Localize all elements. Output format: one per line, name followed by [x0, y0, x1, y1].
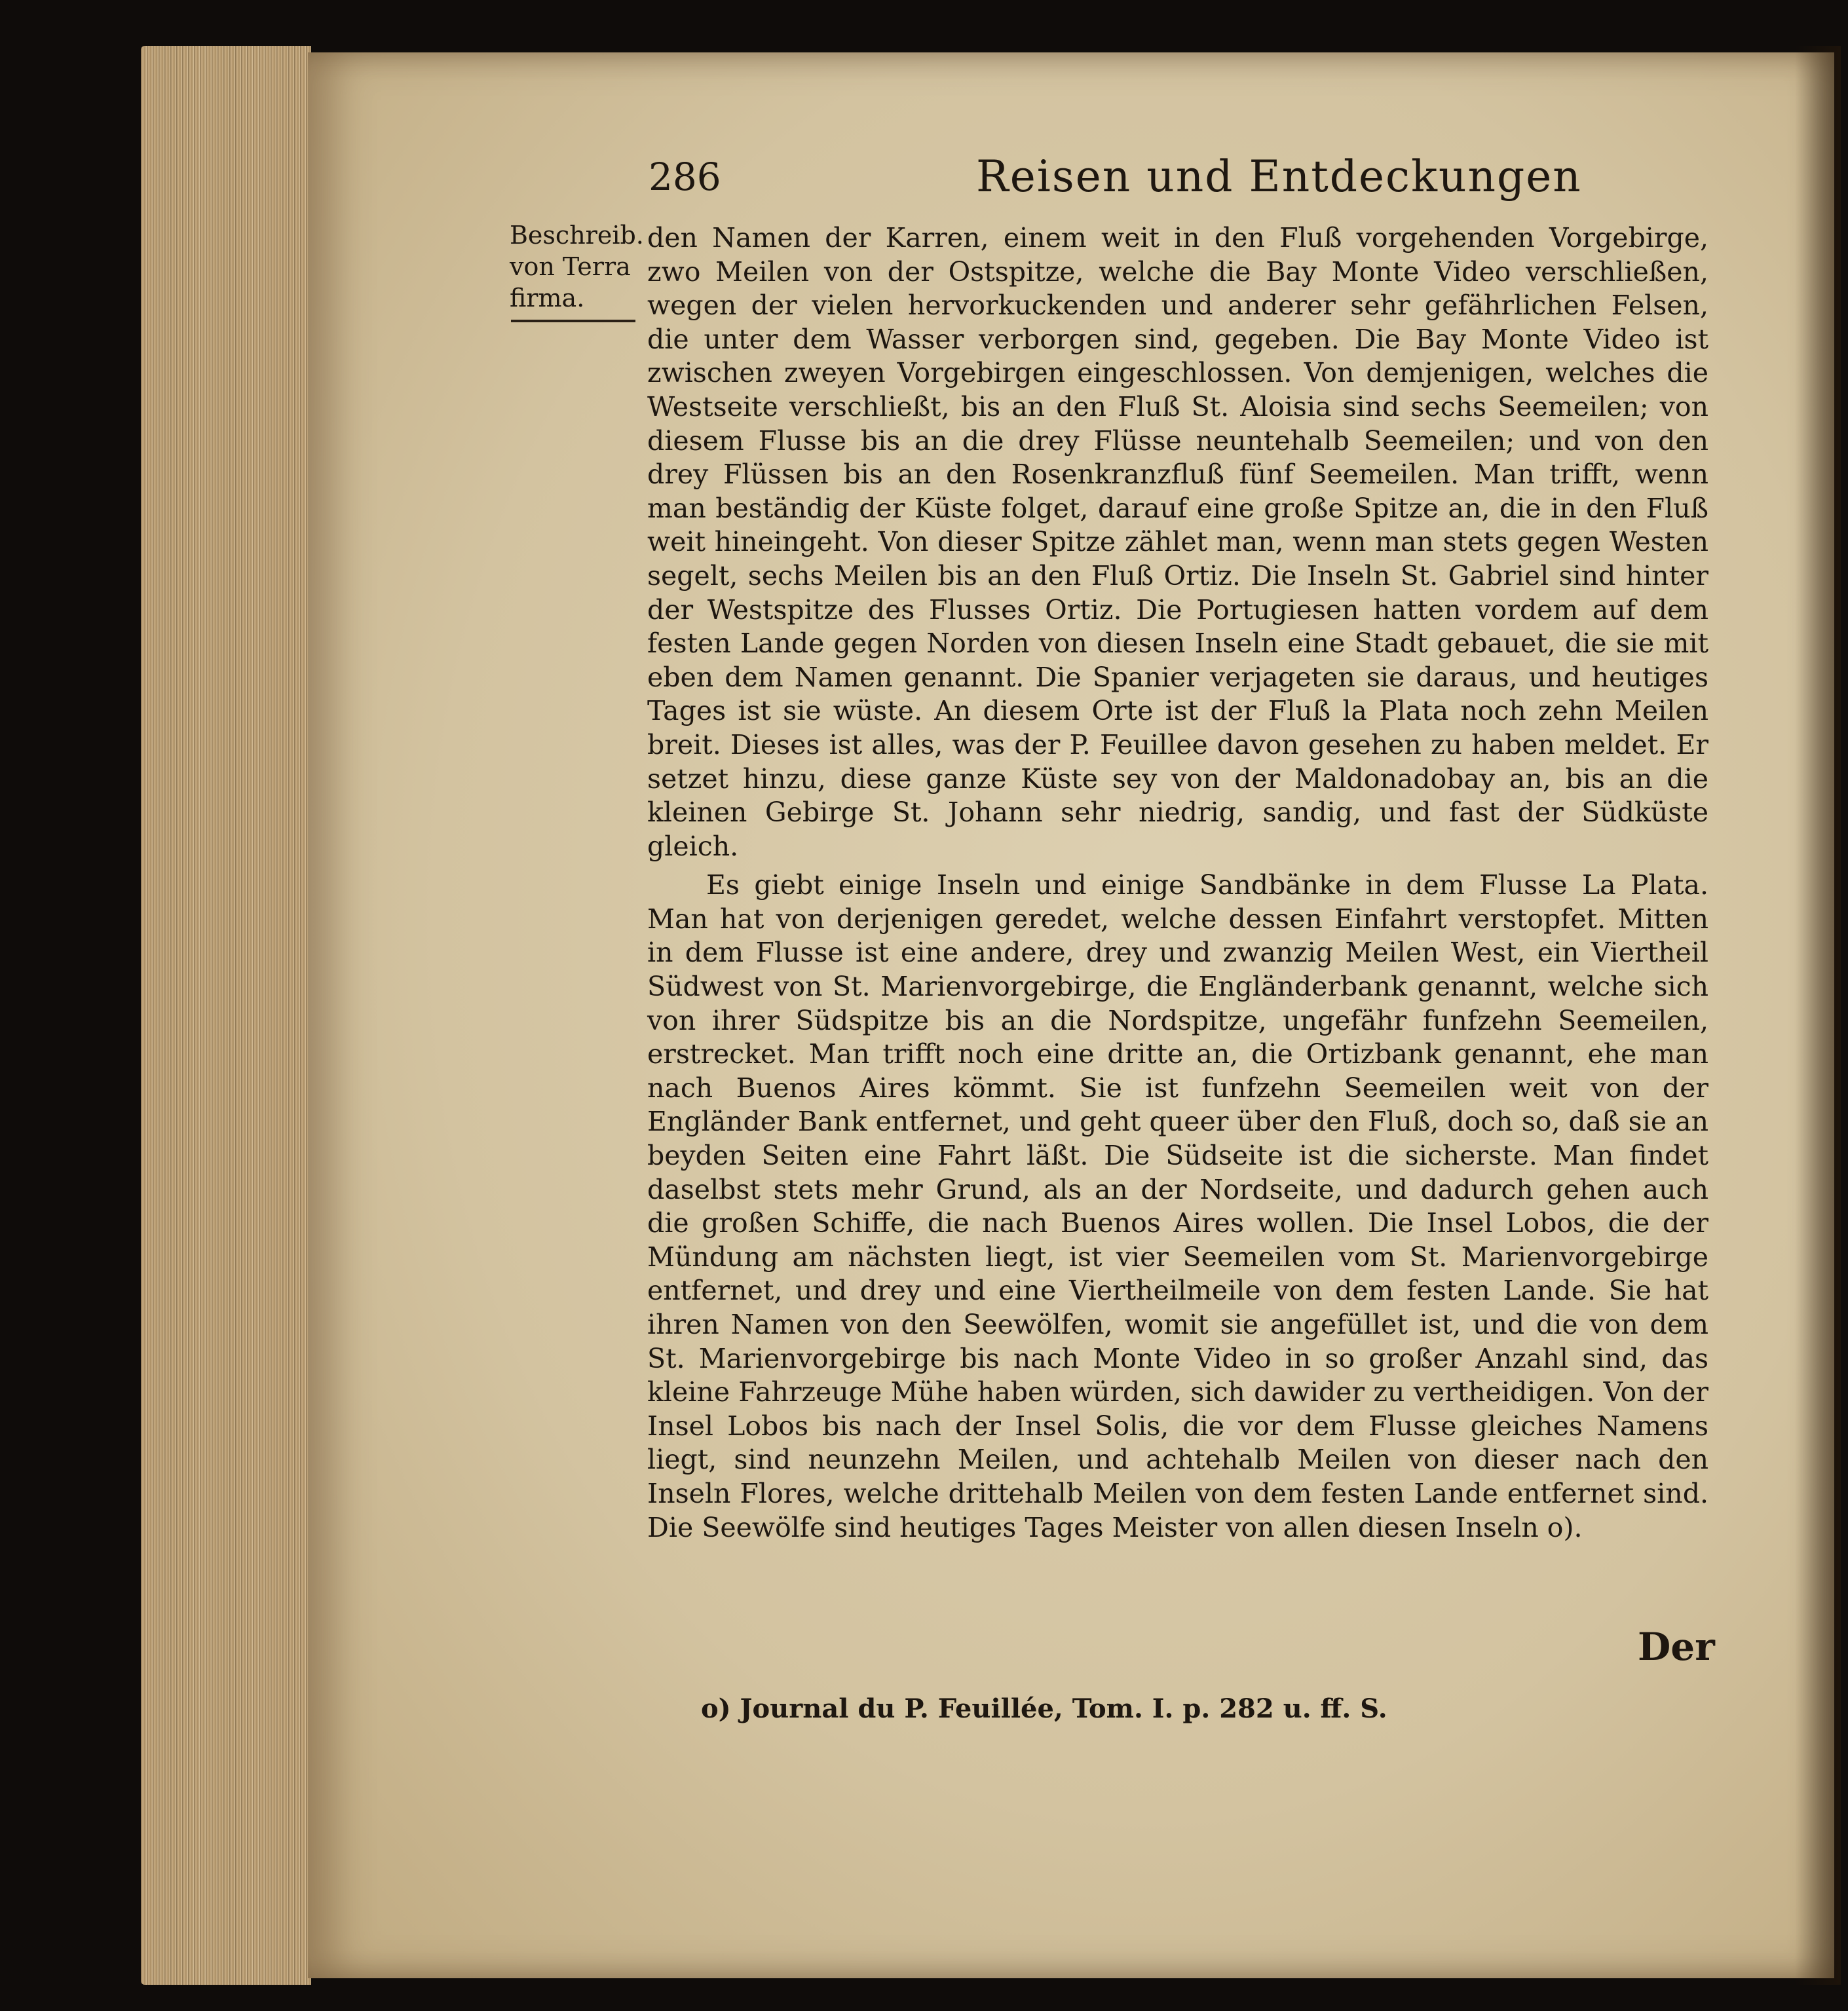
paragraph-1: den Namen der Karren, einem weit in den Fluß vorgehenden Vorgebirge, zwo Meilen von der Ostspitze, welche die Bay Monte Video verschließen, wegen der vielen hervorkuckenden und anderer sehr gefährlichen Felsen, die unter dem Wasser verborgen sind, gegeben. Die Bay Monte Video ist zwischen zweyen Vorgebirgen eingeschlossen. Von demjenigen, welches die Westseite verschließt, bis an den Fluß St. Aloisia sind sechs Seemeilen; von diesem Flusse bis an die drey Flüsse neuntehalb Seemeilen; und von den drey Flüssen bis an den Rosenkranzfluß fünf Seemeilen. Man trifft, wenn man beständig der Küste folget, darauf eine große Spitze an, die in den Fluß weit hineingeht. Von dieser Spitze zählet man, wenn man stets gegen Westen segelt, sechs Meilen bis an den Fluß Ortiz. Die Inseln St. Gabriel sind hinter der Westspitze des Flusses Ortiz. Die Portugiesen hatten vordem auf dem festen Lande gegen Norden von diesen Inseln eine Stadt gebauet, die sie mit eben dem Namen genannt. Die Spanier verjageten sie daraus, und heutiges Tages ist sie wüste. An diesem Orte ist der Fluß la Plata noch zehn Meilen breit. Dieses ist alles, was der P. Feuillee davon gesehen zu haben meldet. Er setzet hinzu, diese ganze Küste sey von der Maldonadobay an, bis an die kleinen Gebirge St. Johann sehr niedrig, sandig, und fast der Südküste gleich.: [647, 222, 1708, 862]
page-header: [649, 147, 1710, 206]
page-number: 286: [649, 155, 721, 199]
paragraph-2: Es giebt einige Inseln und einige Sandbänke in dem Flusse La Plata. Man hat von derjenigen geredet, welche dessen Einfahrt verstopfet. Mitten in dem Flusse ist eine andere, drey und zwanzig Meilen West, ein Viertheil Südwest von St. Marienvorgebirge, die Engländerbank genannt, welche sich von ihrer Südspitze bis an die Nordspitze, ungefähr funfzehn Seemeilen, erstrecket. Man trifft noch eine dritte an, die Ortizbank genannt, ehe man nach Buenos Aires kömmt. Sie ist funfzehn Seemeilen weit von der Engländer Bank entfernet, und geht queer über den Fluß, doch so, daß sie an beyden Seiten eine Fahrt läßt. Die Südseite ist die sicherste. Man findet daselbst stets mehr Grund, als an der Nordseite, und dadurch gehen auch die großen Schiffe, die nach Buenos Aires wollen. Die Insel Lobos, die der Mündung am nächsten liegt, ist vier Seemeilen vom St. Marienvorgebirge entfernet, und drey und eine Viertheilmeile von dem festen Lande. Sie hat ihren Namen von den Seewölfen, womit sie angefüllet ist, und die von dem St. Marienvorgebirge bis nach Monte Video in so großer Anzahl sind, das kleine Fahrzeuge Mühe haben würden, sich dawider zu vertheidigen. Von der Insel Lobos bis nach der Insel Solis, die vor dem Flusse gleiches Namens liegt, sind neunzehn Meilen, und achtehalb Meilen von dieser nach den Inseln Flores, welche drittehalb Meilen von dem festen Lande entfernet sind. Die Seewölfe sind heutiges Tages Meister von allen diesen Inseln o).: [647, 869, 1708, 1543]
running-head: Reisen und Entdeckungen: [976, 151, 1582, 202]
margin-note-underline: [511, 320, 635, 322]
gutter-shadow: [1795, 46, 1841, 1985]
footnote: o) Journal du P. Feuillée, Tom. I. p. 282 u. ff. S.: [701, 1693, 1387, 1724]
catchword: Der: [1638, 1625, 1715, 1669]
body-text: [647, 221, 1708, 1545]
book-page-edges: [141, 46, 311, 1985]
margin-note: Beschreib. von Terra firma.: [510, 221, 644, 312]
